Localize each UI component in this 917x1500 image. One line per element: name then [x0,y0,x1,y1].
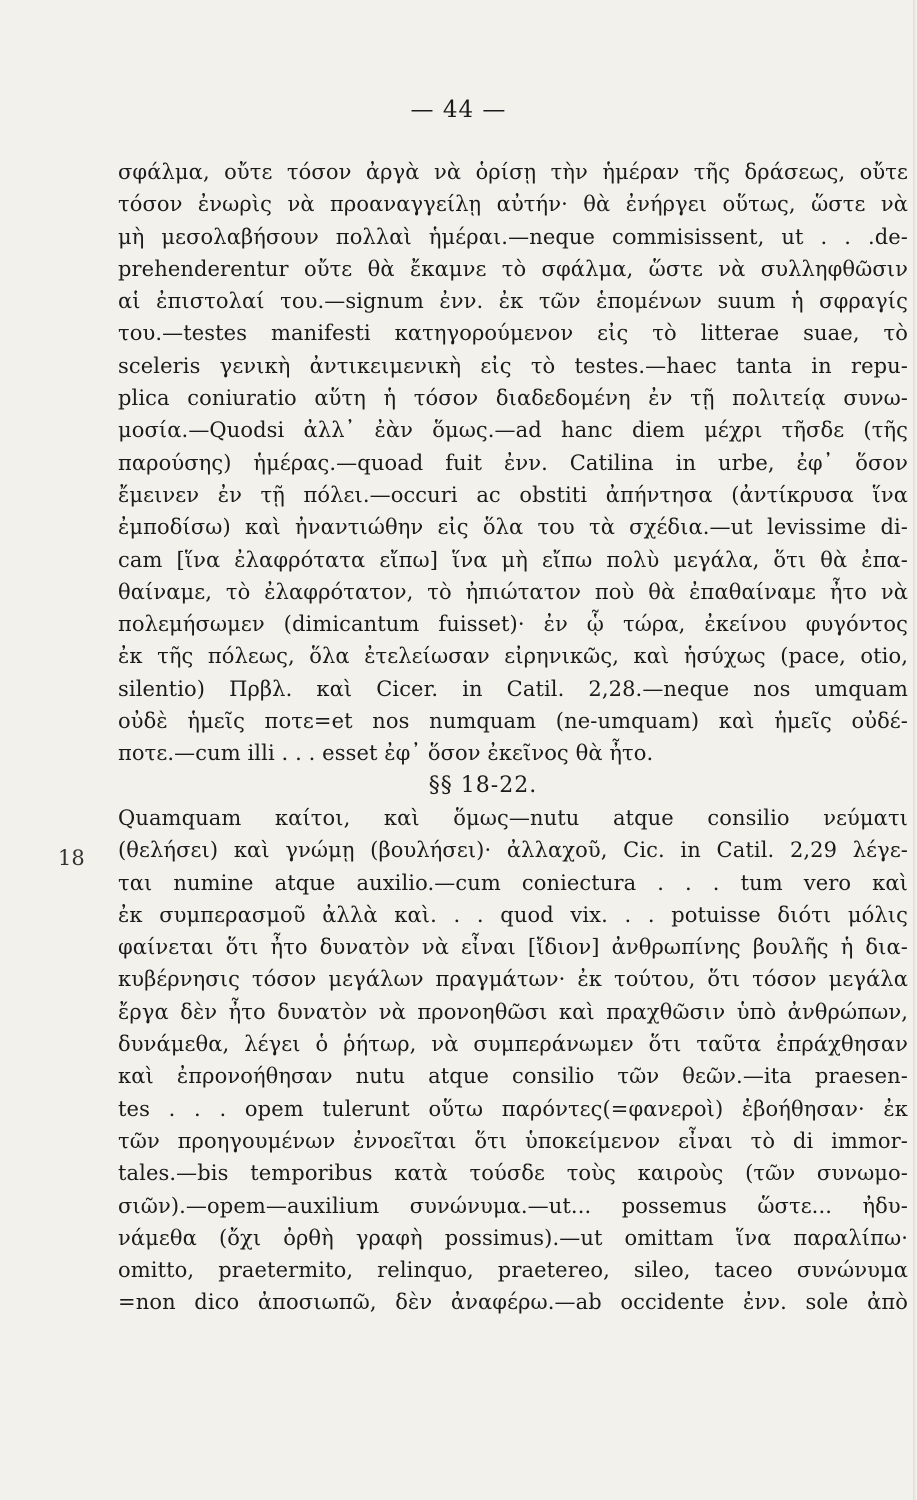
text-line: plica coniuratio αὕτη ἡ τόσον διαδεδομένη ἐν τῇ πολιτείᾳ συνω- [118,386,908,411]
text-line: cam [ἵνα ἐλαφρότατα εἴπω] ἵνα μὴ εἴπω πολὺ μεγάλα, ὅτι θὰ ἐπα- [118,547,908,572]
text-line: παρούσης) ἡμέρας.—quoad fuit ἐνν. Catilina in urbe, ἐφ᾽ ὅσον [118,450,908,475]
text-line: μὴ μεσολαβήσουν πολλαὶ ἡμέραι.—neque commisissent, ut . . .de- [118,224,908,249]
page-edge-shadow [913,0,917,1500]
text-line: του.—testes manifesti κατηγορούμενον εἰς τὸ litterae suae, τὸ [118,321,908,346]
text-line: σφάλμα, οὔτε τόσον ἀργὰ νὰ ὁρίσῃ τὴν ἡμέραν τῆς δράσεως, οὔτε [118,160,908,184]
text-line: ἐκ τῆς πόλεως, ὅλα ἐτελείωσαν εἰρηνικῶς, καὶ ἡσύχως (pace, otio, [118,644,908,669]
text-line: ἔργα δὲν ἦτο δυνατὸν νὰ προνοηθῶσι καὶ πραχθῶσιν ὑπὸ ἀνθρώπων, [118,999,908,1024]
text-line: ἐμποδίσω) καὶ ἠναντιώθην εἰς ὅλα του τὰ σχέδια.—ut levissime di- [118,515,908,540]
section-heading: §§ 18-22. [428,772,538,798]
text-line: sceleris γενικὴ ἀντικειμενικὴ εἰς τὸ testes.—haec tanta in repu- [118,353,908,378]
text-line: (θελήσει) καὶ γνώμῃ (βουλήσει)· ἀλλαχοῦ, Cic. in Catil. 2,29 λέγε- [118,838,908,863]
text-line: αἱ ἐπιστολαί του.—signum ἐνν. ἐκ τῶν ἑπομένων suum ἡ σφραγίς [118,289,908,314]
commentary-text [118,156,908,1319]
text-line: prehenderentur οὔτε θὰ ἔκαμνε τὸ σφάλμα, ὥστε νὰ συλληφθῶσιν [118,256,908,281]
text-line: δυνάμεθα, λέγει ὁ ῥήτωρ, νὰ συμπεράνωμεν ὅτι ταῦτα ἐπράχθησαν [118,1032,908,1057]
text-line: omitto, praetermito, relinquo, praetereo, sileo, taceo συνώνυμα [118,1258,908,1283]
text-line: σιῶν).—opem—auxilium συνώνυμα.—ut... possemus ὥστε... ἠδυ- [118,1193,908,1218]
text-line: =non dico ἀποσιωπῶ, δὲν ἀναφέρω.—ab occidente ἐνν. sole ἀπὸ [118,1290,908,1315]
text-line: νάμεθα (ὄχι ὀρθὴ γραφὴ possimus).—ut omittam ἵνα παραλίπω· [118,1225,908,1250]
text-line: ἔμεινεν ἐν τῇ πόλει.—occuri ac obstiti ἀπήντησα (ἀντίκρυσα ἵνα [118,482,908,507]
text-line: ποτε.—cum illi . . . esset ἐφ᾽ ὅσον ἐκεῖνος θὰ ἦτο. [118,741,654,766]
text-line: ται numine atque auxilio.—cum coniectura . . . tum vero καὶ [118,870,908,895]
text-line: τόσον ἐνωρὶς νὰ προαναγγείλῃ αὐτήν· θὰ ἐνήργει οὕτως, ὥστε νὰ [118,192,908,217]
text-line: tales.—bis temporibus κατὰ τούσδε τοὺς καιροὺς (τῶν συνωμο- [118,1161,908,1186]
text-line: οὐδὲ ἡμεῖς ποτε=et nos numquam (ne-umquam) καὶ ἡμεῖς οὐδέ- [118,709,908,734]
text-line: Quamquam καίτοι, καὶ ὅμως—nutu atque consilio νεύματι [118,805,908,830]
paragraph-marker: 18 [58,846,85,870]
page-number: — 44 — [410,97,507,123]
text-line: τῶν προηγουμένων ἐννοεῖται ὅτι ὑποκείμενον εἶναι τὸ di immor- [118,1128,908,1153]
text-line: καὶ ἐπρονοήθησαν nutu atque consilio τῶν θεῶν.—ita praesen- [118,1064,908,1089]
text-line: μοσία.—Quodsi ἀλλ᾽ ἐὰν ὅμως.—ad hanc diem μέχρι τῆσδε (τῆς [118,418,908,443]
text-line: πολεμήσωμεν (dimicantum fuisset)· ἐν ᾧ τώρα, ἐκείνου φυγόντος [118,612,908,637]
text-line: φαίνεται ὅτι ἦτο δυνατὸν νὰ εἶναι [ἴδιον] ἀνθρωπίνης βουλῆς ἡ δια- [118,935,908,960]
text-line: θαίναμε, τὸ ἐλαφρότατον, τὸ ἠπιώτατον ποὺ θὰ ἐπαθαίναμε ἦτο νὰ [118,579,908,604]
text-line: κυβέρνησις τόσον μεγάλων πραγμάτων· ἐκ τούτου, ὅτι τόσον μεγάλα [118,967,908,992]
text-line: silentio) Πρβλ. καὶ Cicer. in Catil. 2,28.—neque nos umquam [118,676,908,701]
text-line: ἐκ συμπερασμοῦ ἀλλὰ καὶ. . . quod vix. . . potuisse διότι μόλις [118,902,908,927]
text-line: tes . . . opem tulerunt οὕτω παρόντες(=φανεροὶ) ἐβοήθησαν· ἐκ [118,1096,908,1121]
